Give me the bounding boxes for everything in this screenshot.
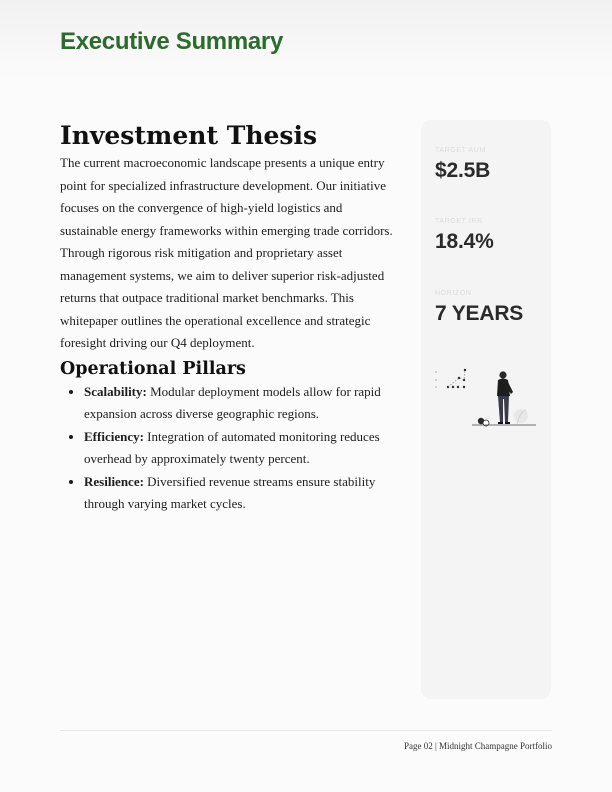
metric-label: TARGET IRR [435,218,483,225]
thesis-paragraph: Through rigorous risk mitigation and proprietary asset management systems, we aim to deliver superior risk-adjusted returns that outpace traditional market benchmarks. This whitepaper outlines the operational excellence and strategic foresight driving our Q4 deployment. [60,245,385,350]
metric-label: HORIZON [435,290,472,297]
person-with-data-chart-icon [434,366,538,432]
pillar-text: Modular deployment models allow for rapid expansion across diverse geographic regions. [84,383,381,421]
section-title: Executive Summary [60,28,284,55]
list-item [84,426,400,471]
metric-value: $2.5B [435,159,491,182]
main-content [60,120,400,516]
list-item [84,381,400,426]
metric-value: 7 YEARS [435,302,524,325]
pillars-heading: Operational Pillars [60,358,246,379]
thesis-heading: Investment Thesis [60,121,318,150]
metric-value: 18.4% [435,230,494,253]
footer-divider [60,730,552,731]
pillar-text: Diversified revenue streams ensure stability through varying market cycles. [84,473,376,511]
pillar-term: Resilience: [84,473,144,489]
metrics-sidebar [421,120,551,699]
pillar-text: Integration of automated monitoring reduces overhead by approximately twenty percent. [84,428,380,466]
thesis-paragraph: The current macroeconomic landscape presents a unique entry point for specialized infrastructure development. Our initiative focuses on the convergence of high-yield logistics and sustainable energy frameworks within emerging trade corridors. [60,155,393,238]
footer-page-info: Page 02 | Midnight Champagne Portfolio [403,741,552,751]
pillar-term: Efficiency: [84,428,144,444]
page-header [0,0,612,78]
metric-label: TARGET AUM [435,147,486,154]
list-item [84,471,400,516]
pillar-term: Scalability: [84,383,147,399]
pillars-list [60,381,400,516]
